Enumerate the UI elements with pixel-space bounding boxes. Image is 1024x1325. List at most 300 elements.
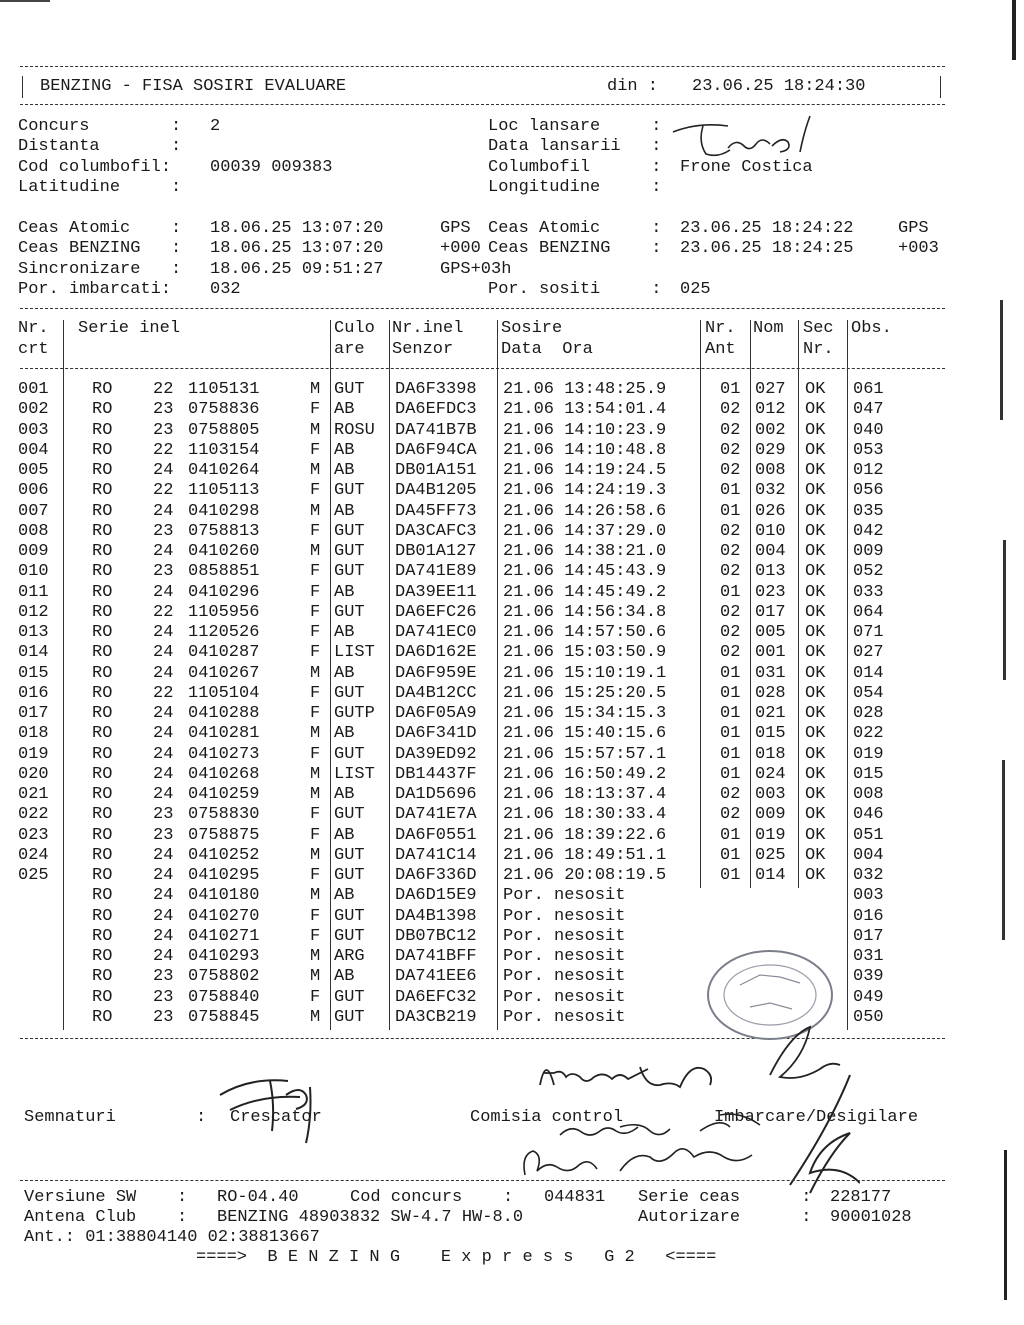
cell-inel: 0758830 — [188, 805, 260, 825]
cell-cul: GUT — [334, 521, 365, 541]
table-row — [0, 603, 1024, 623]
cell-sosire: Por. nesosit — [503, 926, 626, 946]
cell-sex: F — [310, 400, 321, 420]
table-row — [0, 765, 1024, 785]
cell-nom: 026 — [755, 501, 786, 521]
cell-sex: M — [310, 501, 321, 521]
cell-sosire: 21.06 15:25:20.5 — [503, 683, 667, 703]
cell-sex: M — [310, 764, 321, 784]
cell-an: 24 — [153, 866, 174, 885]
cell-sosire: 21.06 18:30:33.4 — [503, 805, 667, 825]
cell-sosire: 21.06 15:03:50.9 — [503, 643, 667, 663]
cell-obs: 031 — [853, 947, 884, 966]
cell-ant: 02 — [720, 643, 741, 663]
cell-tara: RO — [92, 420, 113, 440]
cell-sec: OK — [805, 481, 826, 501]
cell-cul: GUT — [334, 866, 365, 885]
cell-inel: 0858851 — [188, 562, 260, 582]
cell-senzor: DA6F94CA — [395, 440, 477, 460]
cell-cul: AB — [334, 724, 355, 744]
cell-senzor: DA1D5696 — [395, 785, 477, 804]
cell-obs: 035 — [853, 501, 884, 521]
cell-cul: GUT — [334, 744, 365, 764]
cell-ant: 02 — [720, 400, 741, 420]
cell-tara: RO — [92, 704, 113, 723]
cell-senzor: DA4B1398 — [395, 906, 477, 926]
footer-ant-line: Ant.: 01:38804140 02:38813667 — [24, 1228, 320, 1247]
cell-nom: 014 — [755, 866, 786, 885]
clock-right-label: Ceas Atomic : — [488, 219, 662, 238]
cell-inel: 0410259 — [188, 785, 260, 804]
table-row — [0, 724, 1024, 744]
cell-an: 24 — [153, 845, 174, 865]
table-row — [0, 907, 1024, 927]
clock-right-value: 23.06.25 18:24:25 — [680, 239, 854, 259]
cell-inel: 0758836 — [188, 400, 260, 420]
cell-an: 24 — [153, 582, 174, 602]
table-column-line — [63, 320, 64, 1030]
table-row — [0, 967, 1024, 987]
signatures-label: Semnaturi — [24, 1108, 116, 1127]
cell-nr: 006 — [18, 481, 49, 501]
cell-senzor: DA741C14 — [395, 845, 477, 865]
cell-obs: 071 — [853, 623, 884, 642]
clock-left-suffix: GPS — [440, 219, 471, 238]
cell-sosire: 21.06 14:37:29.0 — [503, 521, 667, 541]
scan-edge-mark — [0, 0, 50, 2]
cell-nom: 001 — [755, 643, 786, 663]
cell-ant: 01 — [720, 704, 741, 723]
cell-nr: 012 — [18, 602, 49, 622]
clock-left-suffix: +000 — [440, 239, 481, 259]
cell-nom: 015 — [755, 724, 786, 744]
info-left-value: 2 — [210, 117, 221, 136]
cell-tara: RO — [92, 542, 113, 561]
cell-an: 24 — [153, 926, 174, 946]
cell-nr: 008 — [18, 521, 49, 541]
cell-an: 22 — [153, 683, 174, 703]
cell-inel: 0410296 — [188, 582, 260, 602]
cell-obs: 056 — [853, 481, 884, 501]
cell-sosire: 21.06 14:19:24.5 — [503, 461, 667, 480]
cell-an: 24 — [153, 744, 174, 764]
cell-nom: 003 — [755, 785, 786, 804]
cell-ant: 01 — [720, 663, 741, 683]
scan-edge-mark-right-3 — [1002, 760, 1005, 940]
footer-brand-line: ====> B E N Z I N G E x p r e s s G 2 <==== — [196, 1248, 717, 1267]
cell-sex: M — [310, 947, 321, 966]
cell-senzor: DB07BC12 — [395, 926, 477, 946]
header-right-border — [940, 76, 941, 98]
cell-an: 22 — [153, 481, 174, 501]
cell-ant: 02 — [720, 562, 741, 582]
footer-cod-concurs-label: Cod concurs : — [350, 1188, 514, 1207]
cell-an: 23 — [153, 967, 174, 987]
table-row — [0, 664, 1024, 684]
info-left-label: Latitudine : — [18, 177, 182, 197]
info-left-value: 00039 009383 — [210, 157, 333, 177]
cell-sec: OK — [805, 501, 826, 521]
cell-inel: 0758813 — [188, 521, 260, 541]
cell-tara: RO — [92, 663, 113, 683]
cell-sex: M — [310, 380, 321, 399]
cell-sex: M — [310, 845, 321, 865]
cell-sosire: 21.06 14:45:43.9 — [503, 562, 667, 582]
cell-obs: 028 — [853, 704, 884, 723]
table-row — [0, 461, 1024, 481]
cell-sosire: 21.06 18:39:22.6 — [503, 825, 667, 845]
footer-versiune-label: Versiune SW : — [24, 1188, 188, 1207]
cell-sec: OK — [805, 461, 826, 480]
clock-right-label: Ceas BENZING : — [488, 239, 662, 259]
cell-tara: RO — [92, 906, 113, 926]
cell-sex: F — [310, 866, 321, 885]
cell-obs: 050 — [853, 1007, 884, 1027]
cell-cul: GUT — [334, 602, 365, 622]
info-left-label: Cod columbofil: — [18, 157, 172, 177]
cell-sosire: Por. nesosit — [503, 1007, 626, 1027]
cell-tara: RO — [92, 623, 113, 642]
cell-ant: 02 — [720, 623, 741, 642]
cell-nr: 011 — [18, 582, 49, 602]
header-bottom-rule — [20, 104, 945, 105]
cell-an: 23 — [153, 987, 174, 1007]
cell-obs: 017 — [853, 926, 884, 946]
cell-senzor: DA39EE11 — [395, 582, 477, 602]
cell-obs: 022 — [853, 724, 884, 744]
cell-inel: 0410270 — [188, 906, 260, 926]
cell-an: 24 — [153, 623, 174, 642]
cell-tara: RO — [92, 481, 113, 501]
cell-cul: GUT — [334, 542, 365, 561]
cell-nom: 010 — [755, 521, 786, 541]
cell-obs: 061 — [853, 380, 884, 399]
cell-senzor: DA3CB219 — [395, 1007, 477, 1027]
table-row — [0, 927, 1024, 947]
cell-senzor: DA6F336D — [395, 866, 477, 885]
cell-tara: RO — [92, 785, 113, 804]
info-right-label: Longitudine : — [488, 177, 662, 197]
cell-ant: 02 — [720, 785, 741, 804]
cell-tara: RO — [92, 683, 113, 703]
cell-sosire: 21.06 14:56:34.8 — [503, 602, 667, 622]
cell-sosire: 21.06 14:57:50.6 — [503, 623, 667, 642]
cell-cul: GUT — [334, 926, 365, 946]
cell-inel: 0410264 — [188, 461, 260, 480]
cell-sec: OK — [805, 380, 826, 399]
cell-sosire: 21.06 13:48:25.9 — [503, 380, 667, 399]
cell-sec: OK — [805, 440, 826, 460]
cell-ant: 01 — [720, 481, 741, 501]
clock-left-label: Ceas BENZING : — [18, 239, 182, 259]
cell-obs: 040 — [853, 420, 884, 440]
cell-tara: RO — [92, 825, 113, 845]
cell-sex: F — [310, 521, 321, 541]
table-row — [0, 704, 1024, 724]
cell-sec: OK — [805, 623, 826, 642]
cell-inel: 0758802 — [188, 967, 260, 987]
cell-nr: 003 — [18, 420, 49, 440]
header-datetime: 23.06.25 18:24:30 — [692, 77, 866, 96]
cell-senzor: DA741E7A — [395, 805, 477, 825]
cell-sosire: 21.06 15:34:15.3 — [503, 704, 667, 723]
table-header-nr-inel: Nr.inel — [392, 319, 464, 338]
cell-nom: 018 — [755, 744, 786, 764]
cell-sex: F — [310, 562, 321, 582]
cell-nr: 019 — [18, 744, 49, 764]
cell-tara: RO — [92, 805, 113, 825]
cell-tara: RO — [92, 947, 113, 966]
cell-cul: AB — [334, 623, 355, 642]
cell-nom: 012 — [755, 400, 786, 420]
cell-senzor: DA741EC0 — [395, 623, 477, 642]
info-left-label: Concurs : — [18, 117, 182, 136]
cell-sex: F — [310, 825, 321, 845]
cell-inel: 1103154 — [188, 440, 260, 460]
cell-an: 23 — [153, 805, 174, 825]
cell-senzor: DA741B7B — [395, 420, 477, 440]
cell-cul: AB — [334, 663, 355, 683]
cell-sex: F — [310, 582, 321, 602]
cell-tara: RO — [92, 380, 113, 399]
cell-tara: RO — [92, 643, 113, 663]
cell-nom: 013 — [755, 562, 786, 582]
table-header-sosire: Sosire — [501, 319, 563, 338]
cell-sosire: 21.06 14:38:21.0 — [503, 542, 667, 561]
table-row — [0, 502, 1024, 522]
cell-ant: 01 — [720, 825, 741, 845]
footer-antena-label: Antena Club : — [24, 1208, 188, 1227]
table-row — [0, 441, 1024, 461]
cell-nom: 008 — [755, 461, 786, 480]
cell-sex: F — [310, 926, 321, 946]
cell-sex: M — [310, 420, 321, 440]
cell-inel: 0410293 — [188, 947, 260, 966]
cell-obs: 051 — [853, 825, 884, 845]
cell-ant: 01 — [720, 582, 741, 602]
cell-cul: AB — [334, 501, 355, 521]
footer-autorizare: 90001028 — [830, 1208, 912, 1227]
cell-sex: M — [310, 785, 321, 804]
table-column-line — [497, 320, 498, 1030]
cell-nr: 001 — [18, 380, 49, 399]
clock-right-label: Por. sositi : — [488, 279, 662, 299]
cell-sosire: 21.06 15:40:15.6 — [503, 724, 667, 744]
clock-left-value: 032 — [210, 279, 241, 299]
table-row — [0, 380, 1024, 400]
cell-tara: RO — [92, 724, 113, 744]
cell-obs: 052 — [853, 562, 884, 582]
table-row — [0, 988, 1024, 1008]
info-right-label: Loc lansare : — [488, 117, 662, 136]
cell-inel: 0410260 — [188, 542, 260, 561]
cell-senzor: DA4B12CC — [395, 683, 477, 703]
table-header-rule — [20, 368, 945, 369]
cell-cul: AB — [334, 582, 355, 602]
cell-sosire: 21.06 14:10:23.9 — [503, 420, 667, 440]
cell-nr: 025 — [18, 866, 49, 885]
header-top-rule — [20, 66, 945, 67]
footer-serie-ceas: 228177 — [830, 1188, 892, 1207]
cell-obs: 009 — [853, 542, 884, 561]
cell-an: 23 — [153, 825, 174, 845]
footer-serie-ceas-label: Serie ceas : — [638, 1188, 812, 1207]
cell-ant: 01 — [720, 683, 741, 703]
cell-cul: ARG — [334, 947, 365, 966]
cell-nr: 017 — [18, 704, 49, 723]
cell-ant: 01 — [720, 724, 741, 744]
cell-nom: 023 — [755, 582, 786, 602]
table-row — [0, 886, 1024, 906]
cell-sosire: 21.06 14:26:58.6 — [503, 501, 667, 521]
table-header-nom: Nom — [753, 319, 784, 338]
cell-inel: 0410273 — [188, 744, 260, 764]
cell-sex: F — [310, 643, 321, 663]
signature-comisia-label: Comisia control — [470, 1108, 624, 1127]
cell-senzor: DA6EFC32 — [395, 987, 477, 1007]
cell-sosire: 21.06 18:49:51.1 — [503, 845, 667, 865]
cell-senzor: DA4B1205 — [395, 481, 477, 501]
cell-sex: M — [310, 461, 321, 480]
cell-ant: 02 — [720, 542, 741, 561]
table-header-serie-inel: Serie inel — [78, 319, 181, 338]
footer-antena: BENZING 48903832 SW-4.7 HW-8.0 — [217, 1208, 524, 1227]
cell-sec: OK — [805, 643, 826, 663]
cell-nr: 014 — [18, 643, 49, 663]
table-header-obs: Obs. — [851, 319, 892, 338]
cell-nr: 015 — [18, 663, 49, 683]
cell-nom: 029 — [755, 440, 786, 460]
cell-inel: 0410180 — [188, 886, 260, 906]
cell-nom: 031 — [755, 663, 786, 683]
table-column-line — [847, 320, 848, 1030]
header-left-border — [22, 76, 23, 98]
cell-nr: 009 — [18, 542, 49, 561]
clock-left-value: 18.06.25 09:51:27 — [210, 259, 384, 279]
cell-ant: 01 — [720, 380, 741, 399]
cell-an: 24 — [153, 542, 174, 561]
info-right-label: Columbofil : — [488, 157, 662, 177]
table-row — [0, 785, 1024, 805]
cell-sex: F — [310, 906, 321, 926]
page-title: BENZING - FISA SOSIRI EVALUARE — [40, 77, 347, 96]
table-header-nr-ant: Ant — [705, 339, 736, 359]
cell-cul: AB — [334, 886, 355, 906]
cell-sosire: Por. nesosit — [503, 947, 626, 966]
cell-sex: F — [310, 481, 321, 501]
cell-cul: AB — [334, 400, 355, 420]
cell-an: 24 — [153, 947, 174, 966]
cell-sosire: 21.06 18:13:37.4 — [503, 785, 667, 804]
cell-sex: F — [310, 683, 321, 703]
cell-inel: 1105131 — [188, 380, 260, 399]
cell-nom: 004 — [755, 542, 786, 561]
table-column-line — [700, 320, 701, 888]
cell-obs: 012 — [853, 461, 884, 480]
cell-sec: OK — [805, 805, 826, 825]
cell-sex: M — [310, 663, 321, 683]
cell-obs: 049 — [853, 987, 884, 1007]
cell-ant: 02 — [720, 521, 741, 541]
cell-an: 24 — [153, 785, 174, 804]
table-header-culoare: Culo — [334, 319, 375, 338]
handwritten-signatures — [200, 1015, 860, 1195]
cell-an: 23 — [153, 562, 174, 582]
cell-cul: AB — [334, 440, 355, 460]
scan-edge-mark-right-top — [1012, 0, 1016, 60]
cell-cul: GUTP — [334, 704, 375, 723]
table-row — [0, 583, 1024, 603]
cell-sec: OK — [805, 602, 826, 622]
cell-sec: OK — [805, 683, 826, 703]
cell-inel: 1105113 — [188, 481, 260, 501]
cell-cul: GUT — [334, 1007, 365, 1027]
cell-nr: 013 — [18, 623, 49, 642]
cell-tara: RO — [92, 1007, 113, 1027]
cell-sosire: Por. nesosit — [503, 967, 626, 987]
cell-cul: LIST — [334, 643, 375, 663]
scan-edge-mark-right-1 — [1000, 300, 1003, 420]
cell-senzor: DA741EE6 — [395, 967, 477, 987]
signature-crescator-label: Crescator — [230, 1108, 322, 1127]
cell-obs: 054 — [853, 683, 884, 703]
cell-tara: RO — [92, 845, 113, 865]
cell-ant: 01 — [720, 845, 741, 865]
cell-senzor: DA6D162E — [395, 643, 477, 663]
cell-sex: M — [310, 542, 321, 561]
table-top-rule — [20, 308, 945, 309]
cell-obs: 032 — [853, 866, 884, 885]
cell-cul: GUT — [334, 805, 365, 825]
cell-sosire: Por. nesosit — [503, 906, 626, 926]
cell-an: 22 — [153, 602, 174, 622]
cell-sosire: 21.06 15:57:57.1 — [503, 744, 667, 764]
cell-nr: 005 — [18, 461, 49, 480]
cell-obs: 047 — [853, 400, 884, 420]
cell-cul: AB — [334, 461, 355, 480]
cell-sec: OK — [805, 845, 826, 865]
cell-sec: OK — [805, 582, 826, 602]
cell-sex: M — [310, 724, 321, 744]
cell-ant: 02 — [720, 602, 741, 622]
cell-sec: OK — [805, 744, 826, 764]
cell-nom: 032 — [755, 481, 786, 501]
table-row — [0, 684, 1024, 704]
cell-senzor: DA3CAFC3 — [395, 521, 477, 541]
cell-cul: GUT — [334, 683, 365, 703]
cell-inel: 0758805 — [188, 420, 260, 440]
cell-sex: F — [310, 704, 321, 723]
footer-autorizare-label: Autorizare : — [638, 1208, 812, 1227]
cell-cul: AB — [334, 825, 355, 845]
cell-sec: OK — [805, 785, 826, 804]
info-right-value: Frone Costica — [680, 157, 813, 177]
cell-sec: OK — [805, 825, 826, 845]
table-header-culoare: are — [334, 339, 365, 359]
table-row — [0, 522, 1024, 542]
cell-cul: AB — [334, 967, 355, 987]
cell-sosire: Por. nesosit — [503, 987, 626, 1007]
table-row — [0, 542, 1024, 562]
table-row — [0, 826, 1024, 846]
handwritten-loc-lansare — [668, 112, 828, 162]
table-row — [0, 805, 1024, 825]
cell-senzor: DA6F3398 — [395, 380, 477, 399]
cell-ant: 02 — [720, 461, 741, 480]
cell-an: 24 — [153, 461, 174, 480]
cell-nr: 024 — [18, 845, 49, 865]
cell-an: 22 — [153, 440, 174, 460]
